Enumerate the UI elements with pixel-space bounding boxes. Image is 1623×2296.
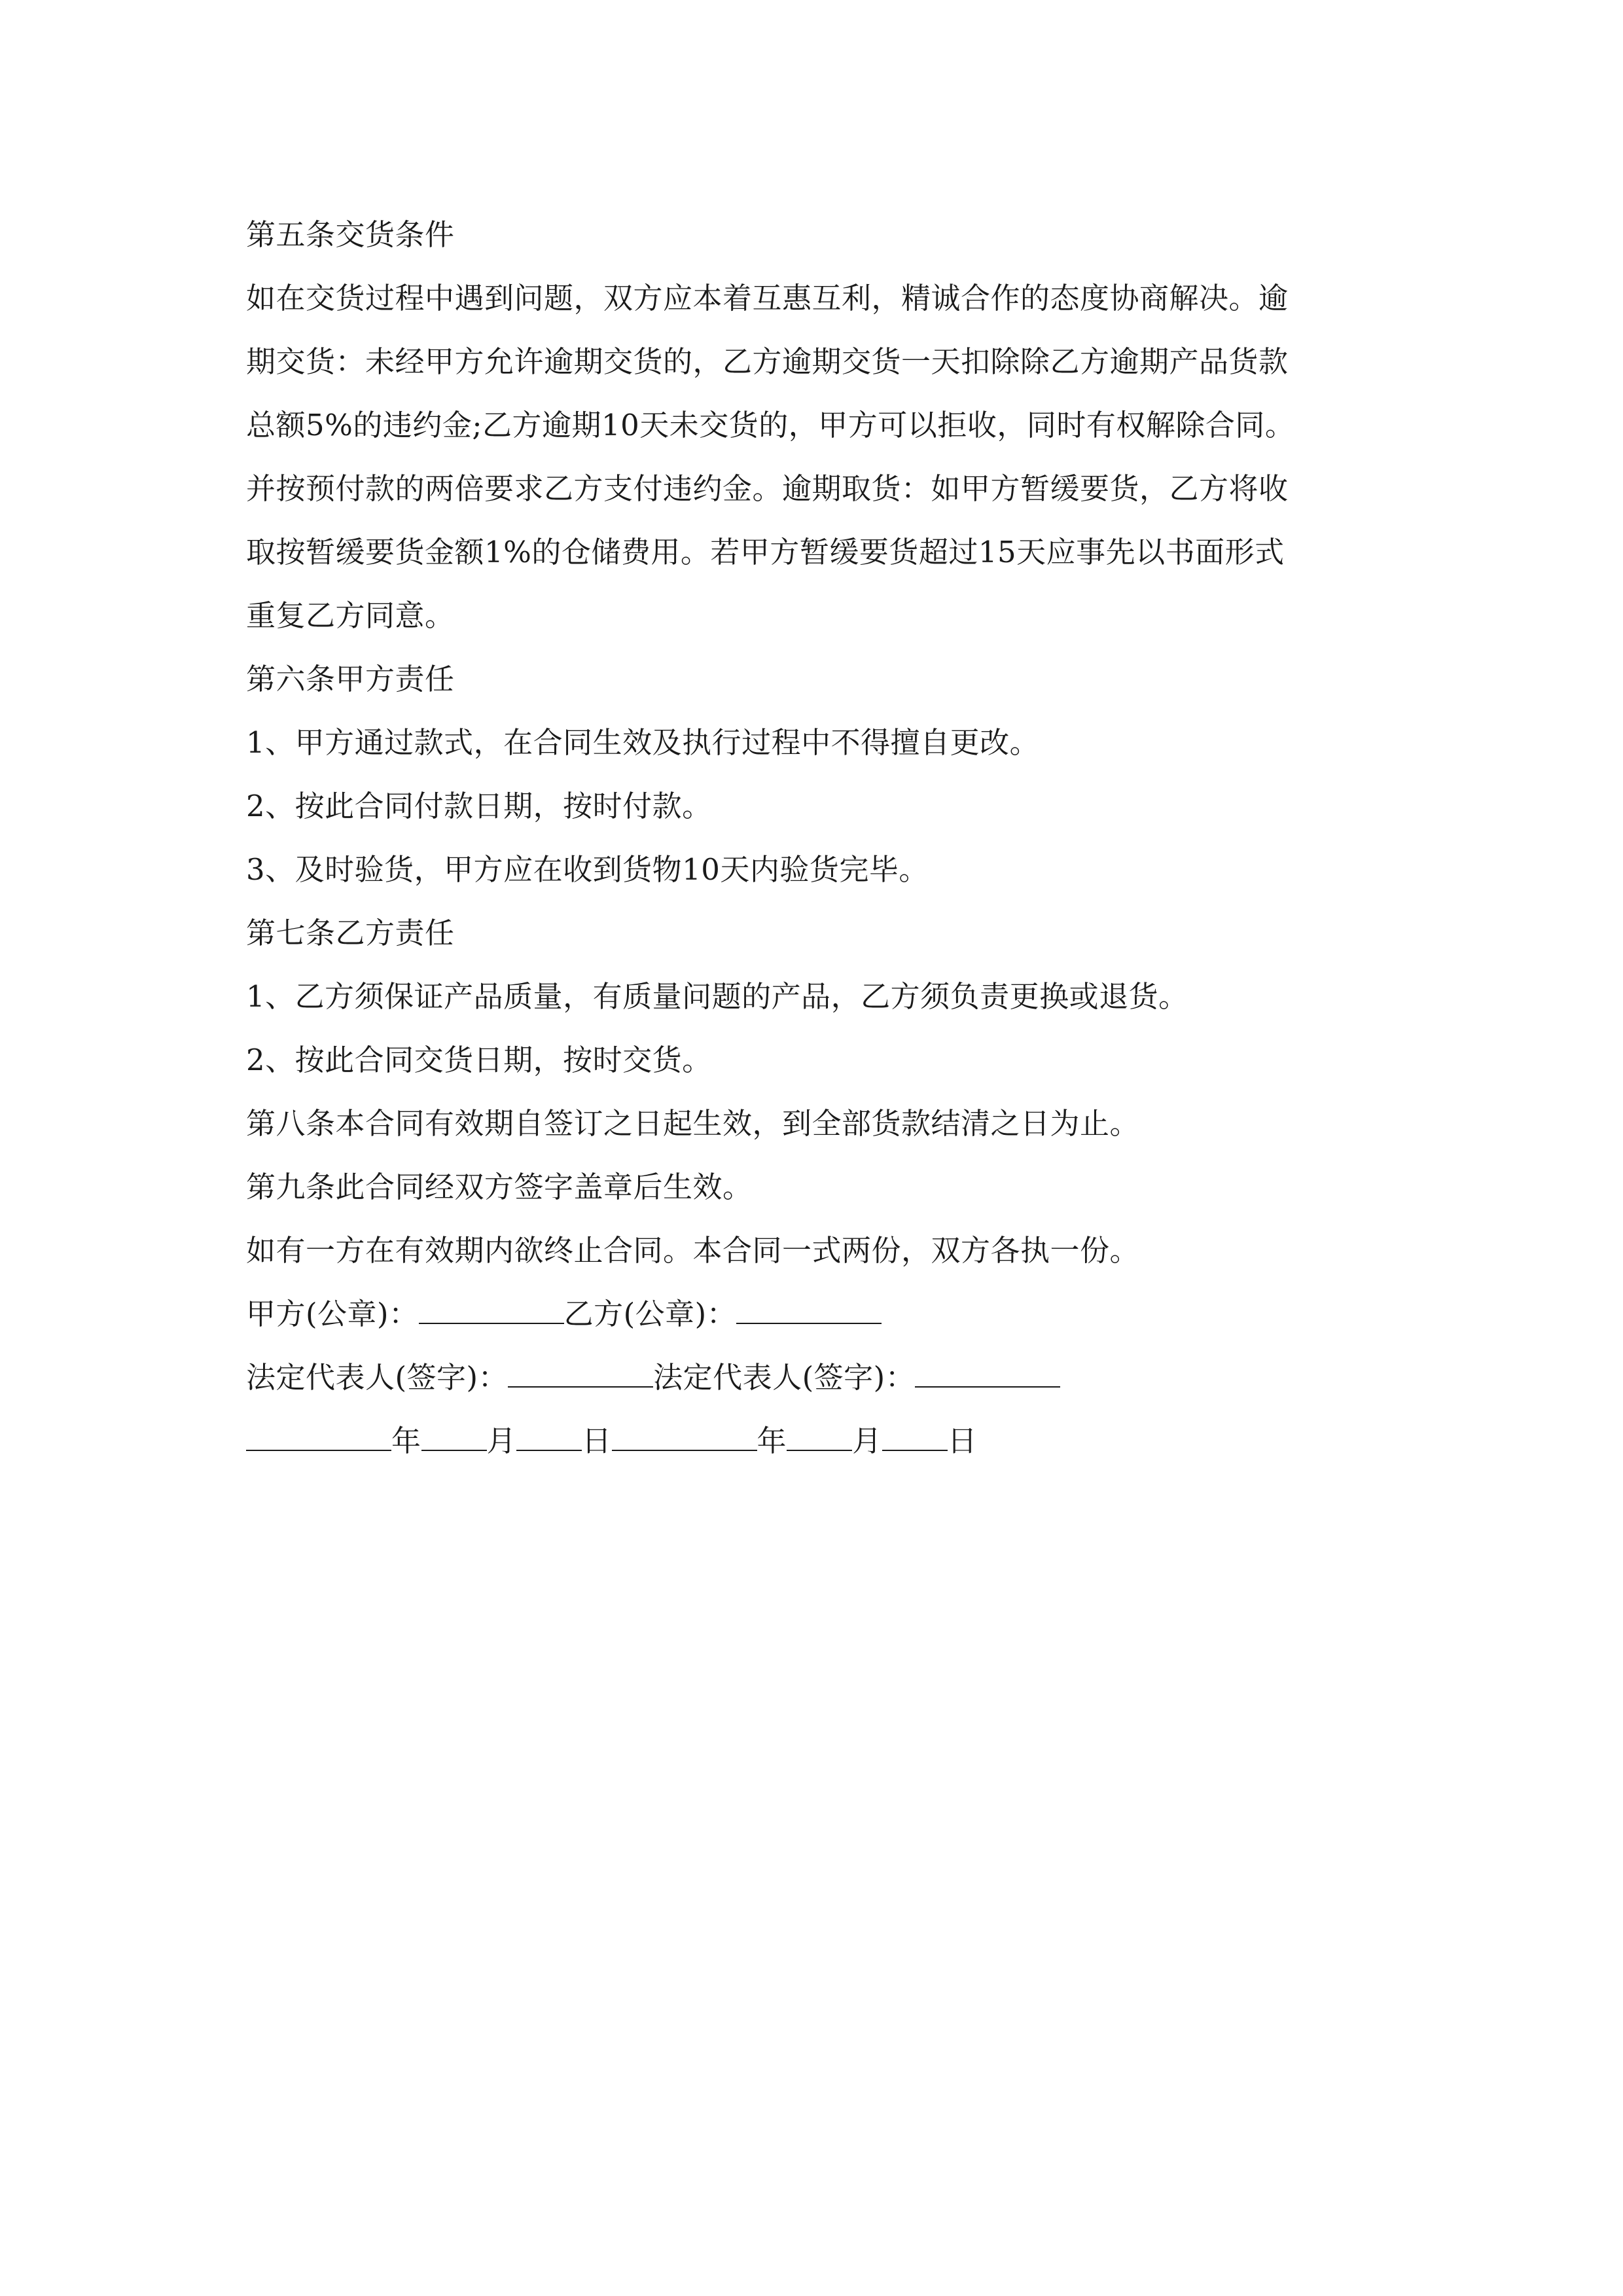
article-5-paragraph-line: 如在交货过程中遇到问题，双方应本着互惠互利，精诚合作的态度协商解决。逾 <box>246 281 1289 315</box>
seal-line <box>246 1282 1398 1346</box>
article-6-item: 1、甲方通过款式，在合同生效及执行过程中不得擅自更改。 <box>246 725 1040 760</box>
article-8: 第八条本合同有效期自签订之日起生效，到全部货款结清之日为止。 <box>246 1106 1140 1141</box>
year-label: 年 <box>391 1424 421 1458</box>
article-5-paragraph-line: 期交货：未经甲方允许逾期交货的，乙方逾期交货一天扣除除乙方逾期产品货款 <box>246 344 1289 379</box>
month-label: 月 <box>486 1424 517 1458</box>
year-label: 年 <box>757 1424 787 1458</box>
party-a-rep-label: 法定代表人(签字)： <box>246 1360 508 1395</box>
party-a-year-blank[interactable] <box>246 1424 391 1451</box>
party-b-month-blank[interactable] <box>787 1424 852 1451</box>
party-a-seal-label: 甲方(公章)： <box>246 1297 419 1331</box>
contract-body <box>246 203 1398 1473</box>
party-b-rep-label: 法定代表人(签字)： <box>653 1360 916 1395</box>
article-9: 第九条此合同经双方签字盖章后生效。 <box>246 1170 753 1204</box>
party-b-seal-label: 乙方(公章)： <box>563 1297 737 1331</box>
article-5-heading: 第五条交货条件 <box>246 217 455 252</box>
article-6-item: 2、按此合同付款日期，按时付款。 <box>246 789 712 823</box>
article-5-paragraph-line: 总额5%的违约金;乙方逾期10天未交货的，甲方可以拒收，同时有权解除合同。 <box>246 408 1295 442</box>
party-b-seal-blank[interactable] <box>736 1297 882 1324</box>
article-5-paragraph-line: 取按暂缓要货金额1%的仓储费用。若甲方暂缓要货超过15天应事先以书面形式 <box>246 535 1285 569</box>
termination-clause: 如有一方在有效期内欲终止合同。本合同一式两份，双方各执一份。 <box>246 1233 1140 1268</box>
article-7-item: 2、按此合同交货日期，按时交货。 <box>246 1043 712 1077</box>
date-line <box>246 1409 1398 1473</box>
article-6-heading: 第六条甲方责任 <box>246 662 455 696</box>
article-5-paragraph-line: 重复乙方同意。 <box>246 598 455 633</box>
party-b-rep-blank[interactable] <box>915 1360 1060 1388</box>
article-7-heading: 第七条乙方责任 <box>246 916 455 950</box>
party-a-day-blank[interactable] <box>516 1424 582 1451</box>
month-label: 月 <box>852 1424 882 1458</box>
article-5-paragraph-line: 并按预付款的两倍要求乙方支付违约金。逾期取货：如甲方暂缓要货，乙方将收 <box>246 471 1289 506</box>
day-label: 日 <box>947 1424 978 1458</box>
party-b-day-blank[interactable] <box>882 1424 948 1451</box>
party-b-year-blank[interactable] <box>612 1424 757 1451</box>
article-7-item: 1、乙方须保证产品质量，有质量问题的产品，乙方须负责更换或退货。 <box>246 979 1188 1014</box>
article-6-item: 3、及时验货，甲方应在收到货物10天内验货完毕。 <box>246 852 929 887</box>
party-a-rep-blank[interactable] <box>508 1360 653 1388</box>
party-a-seal-blank[interactable] <box>419 1297 564 1324</box>
day-label: 日 <box>582 1424 612 1458</box>
party-a-month-blank[interactable] <box>421 1424 487 1451</box>
representative-line <box>246 1346 1398 1409</box>
